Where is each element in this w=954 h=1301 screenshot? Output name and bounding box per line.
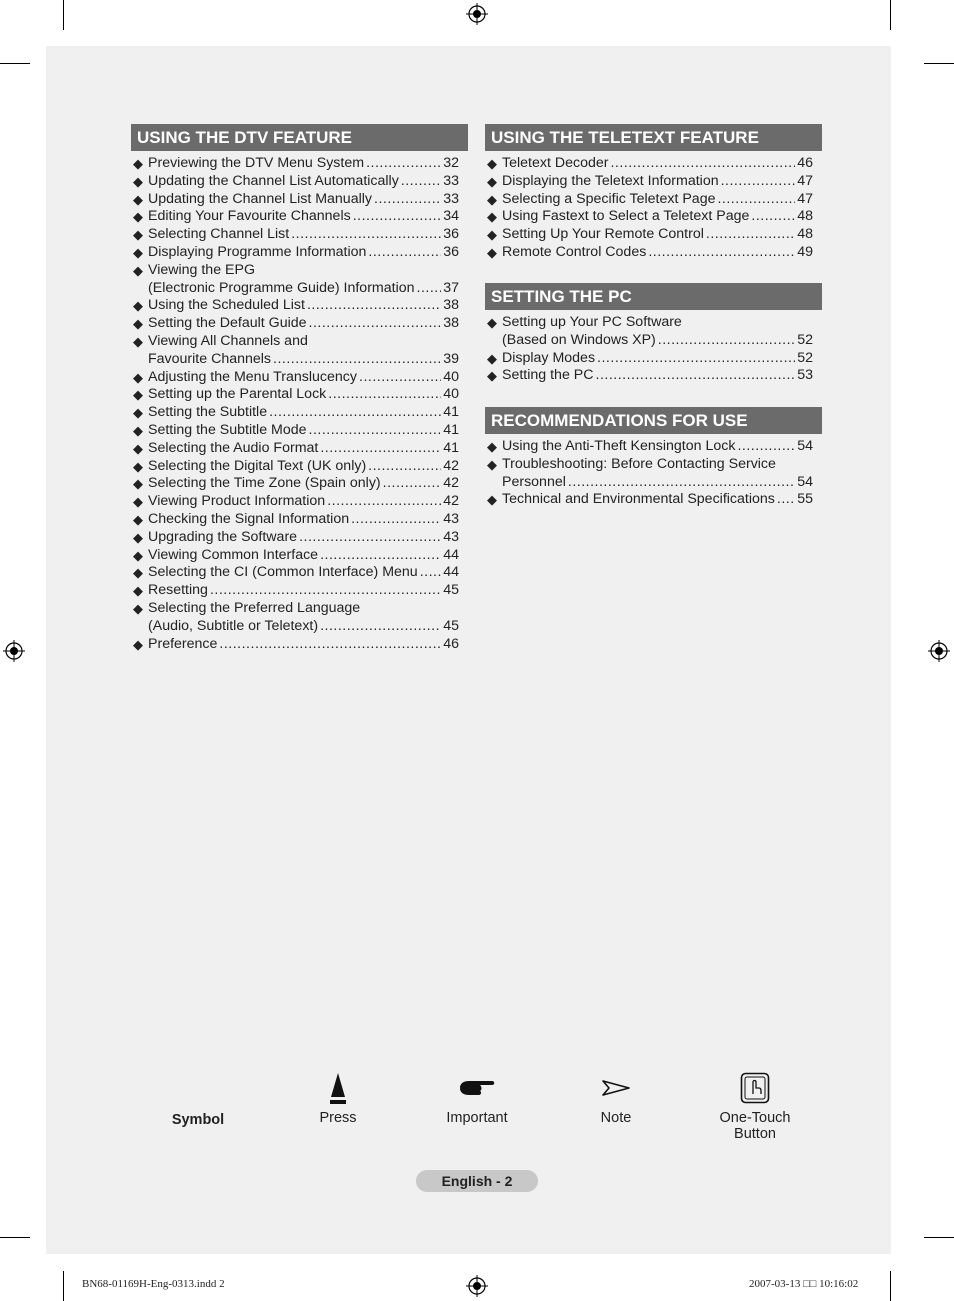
toc-entry — [131, 547, 468, 565]
diamond-icon: ◆ — [487, 439, 497, 454]
toc-page-number: 53 — [797, 367, 813, 384]
toc-entry — [485, 314, 822, 350]
toc-entry-title: Remote Control Codes — [502, 243, 647, 260]
toc-entry-title-continued: Personnel — [502, 473, 566, 490]
section-heading: RECOMMENDATIONS FOR USE — [485, 407, 822, 434]
toc-entry-title: Setting the PC — [502, 367, 594, 384]
diamond-icon: ◆ — [133, 600, 143, 616]
dot-leader — [327, 493, 441, 511]
diamond-icon: ◆ — [133, 173, 143, 189]
dot-leader — [307, 297, 441, 315]
legend-note — [566, 1070, 666, 1126]
toc-entry — [131, 582, 468, 600]
crop-mark — [924, 63, 954, 64]
toc-entry-title: Viewing Common Interface — [148, 546, 319, 563]
toc-entry-title: Viewing All Channels and — [148, 332, 308, 349]
legend-symbol-label: Symbol — [171, 1112, 225, 1128]
toc-page-number: 43 — [443, 510, 459, 527]
registration-mark-icon — [928, 640, 950, 662]
press-arrow-icon — [329, 1071, 347, 1105]
diamond-icon: ◆ — [487, 492, 497, 508]
dot-leader — [368, 244, 441, 262]
dot-leader — [309, 422, 442, 440]
toc-entry-title: Teletext Decoder — [502, 155, 609, 171]
toc-entry-title: Selecting the Time Zone (Spain only) — [148, 475, 381, 492]
section-heading: SETTING THE PC — [485, 283, 822, 310]
legend-note-label: Note — [600, 1110, 632, 1126]
toc-page-number: 44 — [443, 564, 459, 581]
diamond-icon: ◆ — [133, 191, 143, 207]
toc-entry — [485, 491, 822, 509]
dot-leader — [383, 475, 442, 493]
toc-entry-title: Using the Anti-Theft Kensington Lock — [502, 438, 736, 454]
section-dtv — [131, 124, 468, 653]
toc-entry — [485, 208, 822, 226]
toc-page-number: 54 — [797, 438, 813, 454]
diamond-icon: ◆ — [487, 173, 497, 189]
legend-one-touch-label-2: Button — [734, 1126, 776, 1142]
toc-entry-title: Viewing Product Information — [148, 493, 326, 510]
diamond-icon: ◆ — [133, 636, 143, 652]
toc-entry-title: Setting the Subtitle Mode — [148, 421, 307, 438]
diamond-icon: ◆ — [133, 333, 143, 349]
toc-entry — [131, 636, 468, 654]
toc-page-number: 46 — [443, 635, 459, 652]
toc-entry — [485, 350, 822, 368]
toc-page-number: 42 — [443, 493, 459, 510]
toc-entry — [131, 333, 468, 369]
diamond-icon: ◆ — [487, 368, 497, 384]
diamond-icon: ◆ — [487, 156, 497, 171]
dot-leader — [366, 155, 441, 173]
toc-page-number: 43 — [443, 528, 459, 545]
toc-page-number: 41 — [443, 404, 459, 421]
section-heading: USING THE DTV FEATURE — [131, 124, 468, 151]
toc-entry — [485, 438, 822, 456]
registration-mark-icon — [466, 3, 488, 25]
toc-entry-title: Viewing the EPG — [148, 261, 255, 278]
legend-press-label: Press — [319, 1110, 357, 1126]
toc-entry — [485, 456, 822, 492]
dot-leader — [291, 226, 441, 244]
crop-mark — [924, 1237, 954, 1238]
dot-leader — [648, 244, 795, 262]
toc-page-number: 34 — [443, 208, 459, 225]
toc-entry-title: Adjusting the Menu Translucency — [148, 368, 357, 385]
toc-entry-title: Checking the Signal Information — [148, 510, 350, 527]
diamond-icon: ◆ — [133, 494, 143, 510]
dot-leader — [219, 636, 441, 654]
diamond-icon: ◆ — [133, 387, 143, 403]
toc-entry — [131, 297, 468, 315]
diamond-icon: ◆ — [133, 262, 143, 278]
toc-entry-title-continued: (Audio, Subtitle or Teletext) — [148, 617, 319, 634]
crop-mark — [890, 0, 891, 30]
section-pc — [485, 283, 822, 385]
diamond-icon: ◆ — [133, 156, 143, 171]
toc-entry — [131, 244, 468, 262]
toc-entry — [131, 511, 468, 529]
toc-page-number: 48 — [797, 208, 813, 225]
page-number-label: English - 2 — [416, 1170, 538, 1192]
dot-leader — [597, 350, 795, 368]
diamond-icon: ◆ — [487, 227, 497, 243]
diamond-icon: ◆ — [133, 209, 143, 225]
toc-entry-title: Setting Up Your Remote Control — [502, 226, 704, 243]
diamond-icon: ◆ — [133, 547, 143, 563]
dot-leader — [717, 191, 795, 209]
diamond-icon: ◆ — [487, 244, 497, 260]
toc-list — [485, 314, 822, 385]
toc-entry-title: Setting the Subtitle — [148, 404, 268, 421]
toc-entry — [131, 262, 468, 298]
section-recommendations — [485, 407, 822, 509]
toc-entry — [131, 458, 468, 476]
section-teletext — [485, 124, 822, 262]
toc-page-number: 48 — [797, 226, 813, 243]
crop-mark — [63, 0, 64, 30]
toc-entry-title: Previewing the DTV Menu System — [148, 155, 365, 171]
toc-page-number: 40 — [443, 368, 459, 385]
toc-entry-title-continued: (Electronic Programme Guide) Information — [148, 279, 415, 296]
toc-entry-title-continued: Favourite Channels — [148, 350, 272, 367]
toc-page-number: 47 — [797, 172, 813, 189]
toc-entry — [131, 493, 468, 511]
diamond-icon: ◆ — [487, 456, 497, 472]
legend-press — [288, 1070, 388, 1126]
legend-important — [427, 1070, 527, 1126]
toc-entry — [485, 244, 822, 262]
toc-entry-title: Selecting Channel List — [148, 226, 290, 243]
diamond-icon: ◆ — [133, 458, 143, 474]
toc-entry — [131, 475, 468, 493]
toc-entry-title: Selecting the Audio Format — [148, 439, 319, 456]
toc-page-number: 36 — [443, 226, 459, 243]
toc-page-number: 55 — [797, 491, 813, 508]
diamond-icon: ◆ — [487, 350, 497, 366]
toc-page-number: 52 — [797, 331, 813, 348]
dot-leader — [751, 208, 795, 226]
dot-leader — [401, 173, 441, 191]
toc-entry-title: Selecting the CI (Common Interface) Menu — [148, 564, 418, 581]
dot-leader — [777, 491, 795, 509]
toc-entry-title: Selecting a Specific Teletext Page — [502, 190, 716, 207]
toc-page-number: 45 — [443, 582, 459, 599]
diamond-icon: ◆ — [133, 244, 143, 260]
toc-entry-title: Troubleshooting: Before Contacting Service — [502, 455, 776, 472]
toc-entry-title: Technical and Environmental Specifications — [502, 491, 775, 508]
toc-entry-title: Setting the Default Guide — [148, 315, 307, 332]
toc-page-number: 37 — [443, 279, 459, 296]
toc-page-number: 41 — [443, 421, 459, 438]
dot-leader — [737, 438, 795, 456]
dot-leader — [359, 369, 441, 387]
diamond-icon: ◆ — [133, 316, 143, 332]
dot-leader — [610, 155, 795, 173]
toc-entry — [485, 155, 822, 173]
dot-leader — [721, 173, 796, 191]
dot-leader — [368, 458, 441, 476]
toc-page-number: 32 — [443, 155, 459, 171]
dot-leader — [568, 474, 795, 492]
diamond-icon: ◆ — [133, 476, 143, 492]
dot-leader — [353, 208, 442, 226]
legend-one-touch — [705, 1070, 805, 1142]
toc-entry-title: Setting up the Parental Lock — [148, 386, 327, 403]
toc-page-number: 49 — [797, 243, 813, 260]
toc-entry — [485, 191, 822, 209]
diamond-icon: ◆ — [133, 583, 143, 599]
toc-entry-title: Updating the Channel List Automatically — [148, 172, 399, 189]
dot-leader — [351, 511, 441, 529]
toc-page-number: 46 — [797, 155, 813, 171]
toc-entry — [131, 208, 468, 226]
registration-mark-icon — [466, 1275, 488, 1297]
toc-page-number: 44 — [443, 546, 459, 563]
diamond-icon: ◆ — [133, 405, 143, 421]
toc-entry-title: Using the Scheduled List — [148, 297, 305, 314]
diamond-icon: ◆ — [133, 565, 143, 581]
toc-page-number: 38 — [443, 315, 459, 332]
toc-entry — [131, 440, 468, 458]
dot-leader — [420, 564, 442, 582]
toc-entry-title: Displaying Programme Information — [148, 243, 367, 260]
one-touch-button-icon — [740, 1072, 770, 1104]
toc-entry — [131, 191, 468, 209]
toc-entry — [485, 173, 822, 191]
section-heading: USING THE TELETEXT FEATURE — [485, 124, 822, 151]
diamond-icon: ◆ — [133, 511, 143, 527]
file-info: BN68-01169H-Eng-0313.indd 2 — [82, 1278, 225, 1290]
toc-entry-title: Selecting the Preferred Language — [148, 599, 361, 616]
diamond-icon: ◆ — [487, 315, 497, 330]
toc-page-number: 33 — [443, 190, 459, 207]
toc-entry — [131, 369, 468, 387]
dot-leader — [320, 618, 441, 636]
toc-entry-title: Resetting — [148, 582, 208, 599]
toc-entry-title: Using Fastext to Select a Teletext Page — [502, 208, 750, 225]
toc-page-number: 41 — [443, 439, 459, 456]
symbol-legend — [120, 1070, 840, 1150]
toc-entry-title: Display Modes — [502, 349, 596, 366]
toc-entry — [131, 173, 468, 191]
dot-leader — [273, 351, 441, 369]
dot-leader — [658, 332, 795, 350]
toc-page-number: 52 — [797, 349, 813, 366]
registration-mark-icon — [3, 640, 25, 662]
toc-list — [485, 155, 822, 262]
toc-entry — [485, 367, 822, 385]
toc-entry — [131, 315, 468, 333]
dot-leader — [309, 315, 442, 333]
diamond-icon: ◆ — [487, 191, 497, 207]
diamond-icon: ◆ — [133, 440, 143, 456]
crop-mark — [0, 63, 30, 64]
crop-mark — [63, 1271, 64, 1301]
toc-entry-title: Preference — [148, 635, 218, 652]
toc-entry — [131, 529, 468, 547]
note-arrow-icon — [601, 1079, 631, 1097]
crop-mark — [0, 1237, 30, 1238]
dot-leader — [706, 226, 795, 244]
toc-entry-title: Updating the Channel List Manually — [148, 190, 372, 207]
diamond-icon: ◆ — [133, 369, 143, 385]
legend-important-label: Important — [446, 1110, 508, 1126]
toc-page-number: 40 — [443, 386, 459, 403]
diamond-icon: ◆ — [133, 529, 143, 545]
dot-leader — [417, 280, 442, 298]
pointing-hand-icon — [458, 1077, 496, 1099]
toc-list — [131, 155, 468, 653]
toc-entry — [131, 155, 468, 173]
toc-entry-title-continued: (Based on Windows XP) — [502, 331, 656, 348]
toc-page-number: 38 — [443, 297, 459, 314]
dot-leader — [299, 529, 441, 547]
dot-leader — [269, 404, 441, 422]
toc-entry — [131, 564, 468, 582]
diamond-icon: ◆ — [133, 298, 143, 314]
toc-entry — [131, 226, 468, 244]
dot-leader — [320, 547, 441, 565]
dot-leader — [210, 582, 441, 600]
toc-page-number: 54 — [797, 473, 813, 490]
toc-page-number: 42 — [443, 475, 459, 492]
toc-entry-title: Setting up Your PC Software — [502, 314, 682, 330]
toc-entry-title: Selecting the Digital Text (UK only) — [148, 457, 367, 474]
legend-symbol — [150, 1112, 246, 1128]
diamond-icon: ◆ — [133, 227, 143, 243]
diamond-icon: ◆ — [487, 209, 497, 225]
dot-leader — [320, 440, 441, 458]
toc-list — [485, 438, 822, 509]
toc-entry — [131, 422, 468, 440]
toc-page-number: 39 — [443, 350, 459, 367]
toc-page-number: 42 — [443, 457, 459, 474]
toc-page-number: 33 — [443, 172, 459, 189]
dot-leader — [374, 191, 441, 209]
crop-mark — [890, 1271, 891, 1301]
toc-entry-title: Displaying the Teletext Information — [502, 172, 719, 189]
toc-entry — [485, 226, 822, 244]
toc-entry — [131, 386, 468, 404]
diamond-icon: ◆ — [133, 422, 143, 438]
legend-one-touch-label-1: One-Touch — [719, 1110, 791, 1126]
toc-page-number: 45 — [443, 617, 459, 634]
toc-entry-title: Upgrading the Software — [148, 528, 298, 545]
toc-page-number: 36 — [443, 243, 459, 260]
toc-page-number: 47 — [797, 190, 813, 207]
toc-entry-title: Editing Your Favourite Channels — [148, 208, 351, 225]
dot-leader — [596, 367, 796, 385]
date-info: 2007-03-13 □□ 10:16:02 — [749, 1278, 859, 1290]
toc-entry — [131, 600, 468, 636]
dot-leader — [328, 386, 441, 404]
toc-entry — [131, 404, 468, 422]
